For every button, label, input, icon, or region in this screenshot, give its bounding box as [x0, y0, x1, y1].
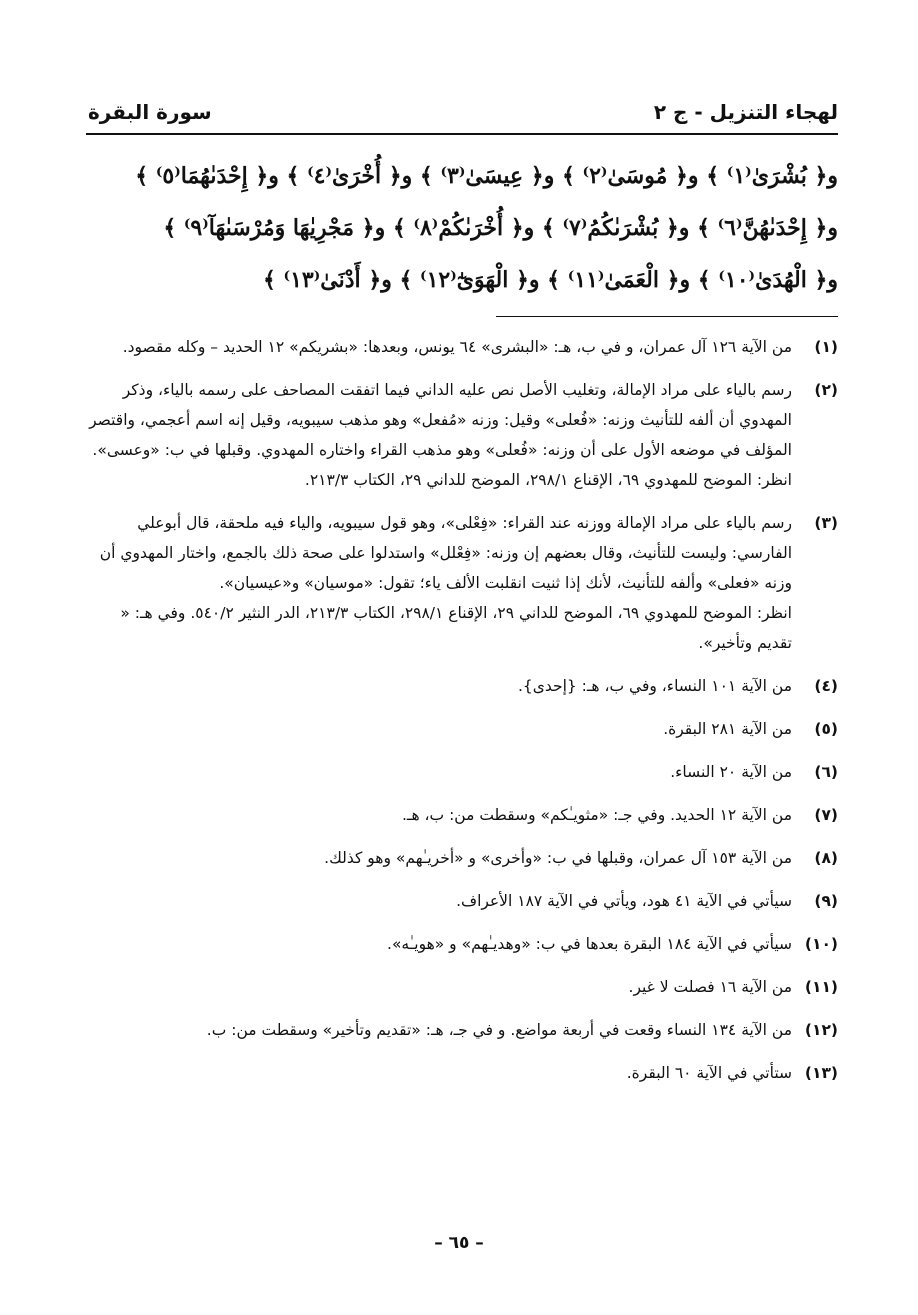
footnote-number: (٩) — [814, 892, 838, 910]
footnote-text: من الآية ١٢٦ آل عمران، و في ب، هـ: «البشرى» ٦٤ يونس، وبعدها: «بشريكم» ١٢ الحديد – وكله مقصود. — [122, 338, 792, 356]
footnote-number: (٣) — [814, 514, 838, 532]
footnote-text: من الآية ٢٨١ البقرة. — [663, 720, 792, 738]
footnote-text: ستأتي في الآية ٦٠ البقرة. — [626, 1064, 792, 1082]
footnote — [86, 972, 838, 1002]
footnote-number: (٥) — [814, 720, 838, 738]
footnote-text: من الآية ١٠١ النساء، وفي ب، هـ: {إحدى}. — [517, 677, 792, 695]
footnote-number: (٦) — [814, 763, 838, 781]
footnote-reference: انظر: الموضح للمهدوي ٦٩، الموضح للداني ٢٩، الإقناع ٢٩٨/١، الكتاب ٢١٣/٣، الدر النثير ٥٤٠/٢. وفي هـ: « تقديم وتأخير». — [120, 604, 792, 652]
footnote — [86, 800, 838, 830]
header-rule — [86, 133, 838, 135]
footnote-text: سيأتي في الآية ٤١ هود، ويأتي في الآية ١٨٧ الأعراف. — [456, 892, 792, 910]
book-title: لهجاء التنزيل - ج ٢ — [653, 100, 838, 124]
footnote-number: (٤) — [814, 677, 838, 695]
running-header — [88, 82, 838, 124]
verse-line-text: و﴿ إِحْدَىٰهُنَّ⁽٦⁾ ﴾ و﴿ بُشْرَىٰكُمُ⁽٧⁾ ﴾ و﴿ أُخْرَىٰكُمْ⁽٨⁾ ﴾ و﴿ مَجْرِيٰهَا وَمُرْسَىٰهَآ⁽٩⁾ ﴾ — [163, 215, 838, 241]
verse-line — [86, 254, 838, 306]
footnotes — [86, 332, 838, 1101]
footnote-number: (١١) — [804, 978, 838, 996]
footnote-number: (٧) — [814, 806, 838, 824]
verse-line — [86, 150, 838, 202]
footnote-text: من الآية ١٣٤ النساء وقعت في أربعة مواضع. و في جـ، هـ: «تقديم وتأخير» وسقطت من: ب. — [206, 1021, 792, 1039]
footnote — [86, 929, 838, 959]
footnote-number: (١٣) — [804, 1064, 838, 1082]
footnote — [86, 671, 838, 701]
footnote-number: (٨) — [814, 849, 838, 867]
verse-line — [86, 202, 838, 254]
verse-line-text: و﴿ الْهُدَىٰ⁽١٠⁾ ﴾ و﴿ الْعَمَىٰ⁽١١⁾ ﴾ و﴿ الْهَوَىٰٓ⁽١٢⁾ ﴾ و﴿ أَدْنَىٰ⁽١٣⁾ ﴾ — [263, 267, 838, 293]
footnote-text: من الآية ١٢ الحديد. وفي جـ: «مثويـٰكم» وسقطت من: ب، هـ. — [401, 806, 792, 824]
page-number: – ٦٥ – — [434, 1233, 484, 1253]
footnote-number: (١٠) — [804, 935, 838, 953]
footnote — [86, 757, 838, 787]
footnote-text: من الآية ١٦ فصلت لا غير. — [628, 978, 792, 996]
section-title: سورة البقرة — [88, 100, 212, 124]
footnote — [86, 1015, 838, 1045]
footnote — [86, 843, 838, 873]
footnote — [86, 886, 838, 916]
footnote — [86, 332, 838, 362]
footnote — [86, 714, 838, 744]
verse-line-text: و﴿ بُشْرَىٰ⁽١⁾ ﴾ و﴿ مُوسَىٰ⁽٢⁾ ﴾ و﴿ عِيسَىٰ⁽٣⁾ ﴾ و﴿ أُخْرَىٰ⁽٤⁾ ﴾ و﴿ إِحْدَىٰهُمَا⁽٥⁾ ﴾ — [135, 163, 838, 189]
footnote-separator — [496, 316, 838, 317]
footnote — [86, 508, 838, 658]
footnote-number: (١٢) — [804, 1021, 838, 1039]
footnote — [86, 375, 838, 495]
quran-words-block — [86, 150, 838, 306]
footnote — [86, 1058, 838, 1088]
footnote-text: سيأتي في الآية ١٨٤ البقرة بعدها في ب: «وهديـٰهم» و «هويـٰه». — [387, 935, 792, 953]
footnote-text: رسم بالياء على مراد الإمالة ووزنه عند القراء: «فِعْلى»، وهو قول سيبويه، والياء فيه ملحقة، قال أبوعلي الفارسي: وليست للتأنيث، وقال بعضهم إن وزنه: «فِعْلل» واستدلوا على صحة ذلك بالجمع، واختار المهدوي أن وزنه «فعلى» وألفه للتأنيث، لأنك إذا ثنيت انقلبت الألف ياء؛ تقول: «موسيان» و«عيسيان». — [99, 514, 792, 592]
footnote-text: رسم بالياء على مراد الإمالة، وتغليب الأصل نص عليه الداني فيما اتفقت المصاحف على رسمه بالياء، وذكر المهدوي أن ألفه للتأنيث وزنه: «فُعلى» وقيل: وزنه «مُفعل» وهو مذهب سيبويه، وقيل إنه اسم أعجمي، واقتصر المؤلف في موضعه الأول على أن وزنه: «فُعلى» وهو مذهب القراء واختاره المهدوي. وقبلها في ب: «وعسى». — [89, 381, 792, 459]
footnote-text: من الآية ١٥٣ آل عمران، وقبلها في ب: «وأخرى» و «أخريـٰهم» وهو كذلك. — [324, 849, 792, 867]
footnote-reference: انظر: الموضح للمهدوي ٦٩، الإقناع ٢٩٨/١، الموضح للداني ٢٩، الكتاب ٢١٣/٣. — [304, 471, 792, 489]
footnote-number: (٢) — [814, 381, 838, 399]
footnote-text: من الآية ٢٠ النساء. — [670, 763, 792, 781]
footnote-number: (١) — [814, 338, 838, 356]
